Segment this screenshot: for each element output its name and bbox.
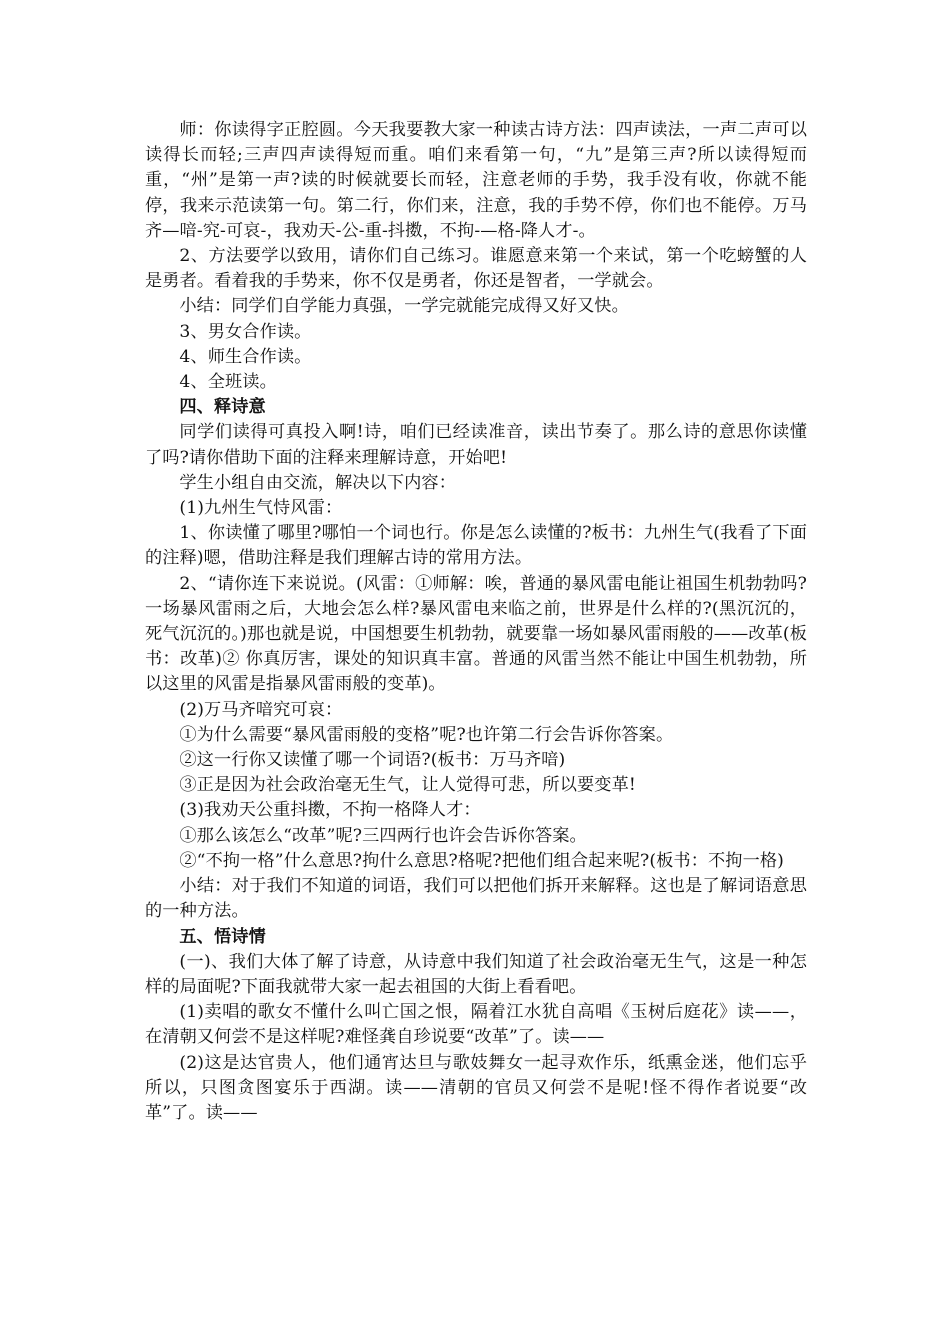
paragraph: ①为什么需要“暴风雷雨般的变格”呢?也许第二行会告诉你答案。 <box>179 724 674 745</box>
section-heading: 四、释诗意 <box>179 397 266 418</box>
paragraph: (2)万马齐喑究可哀： <box>179 699 343 720</box>
paragraph: ③正是因为社会政治毫无生气，让人觉得可悲，所以要变革! <box>179 775 636 796</box>
paragraph: 2、“请你连下来说说。(风雷：①师解：唉，普通的暴风雷电能让祖国生机勃勃吗?一场暴风雷雨之后，大地会怎么样?暴风雷电来临之前，世界是什么样的?(黑沉沉的，死气沉沉的。)那也就是说，中国想要生机勃勃，就要靠一场如暴风雷雨般的——改革(板书：改革)② 你真厉害，课处的知识真丰富。普通的风雷当然不能让中国生机勃勃，所以这里的风雷是指暴风雷雨般的变革)。 <box>145 573 807 695</box>
paragraph: (1)九州生气恃风雷： <box>179 498 343 519</box>
paragraph: 1、你读懂了哪里?哪怕一个词也行。你是怎么读懂的?板书：九州生气(我看了下面的注释)嗯，借助注释是我们理解古诗的常用方法。 <box>145 523 807 569</box>
paragraph: 2、方法要学以致用，请你们自己练习。谁愿意来第一个来试，第一个吃螃蟹的人是勇者。看着我的手势来，你不仅是勇者，你还是智者，一学就会。 <box>145 246 807 292</box>
paragraph: (一)、我们大体了解了诗意，从诗意中我们知道了社会政治毫无生气，这是一种怎样的局面呢?下面我就带大家一起去祖国的大街上看看吧。 <box>145 951 807 997</box>
paragraph: (3)我劝天公重抖擞，不拘一格降人才： <box>179 800 481 821</box>
paragraph: 小结：同学们自学能力真强，一学完就能完成得又好又快。 <box>179 296 629 317</box>
paragraph: 4、全班读。 <box>179 372 277 393</box>
paragraph: ②这一行你又读懂了哪一个词语?(板书：万马齐喑) <box>179 750 566 771</box>
paragraph: ①那么该怎么“改革”呢?三四两行也许会告诉你答案。 <box>179 825 587 846</box>
document-body <box>145 118 807 1126</box>
paragraph: 小结：对于我们不知道的词语，我们可以把他们拆开来解释。这也是了解词语意思的一种方法。 <box>145 876 807 922</box>
paragraph: 4、师生合作读。 <box>179 346 312 367</box>
paragraph: ②“不拘一格”什么意思?拘什么意思?格呢?把他们组合起来呢?(板书：不拘一格) <box>179 850 784 871</box>
section-heading: 五、悟诗情 <box>179 926 266 947</box>
paragraph: 学生小组自由交流，解决以下内容： <box>179 472 456 493</box>
paragraph: (2)这是达官贵人，他们通宵达旦与歌妓舞女一起寻欢作乐，纸熏金迷，他们忘乎所以，只图贪图宴乐于西湖。读——清朝的官员又何尝不是呢!怪不得作者说要“改革”了。读—— <box>145 1052 807 1123</box>
paragraph: 3、男女合作读。 <box>179 321 312 342</box>
paragraph: (1)卖唱的歌女不懂什么叫亡国之恨，隔着江水犹自高唱《玉树后庭花》读——，在清朝又何尝不是这样呢?难怪龚自珍说要“改革”了。读—— <box>145 1002 807 1048</box>
paragraph: 同学们读得可真投入啊!诗，咱们已经读准音，读出节奏了。那么诗的意思你读懂了吗?请你借助下面的注释来理解诗意，开始吧! <box>145 422 807 468</box>
paragraph: 师：你读得字正腔圆。今天我要教大家一种读古诗方法：四声读法，一声二声可以读得长而轻;三声四声读得短而重。咱们来看第一句，“九”是第三声?所以读得短而重，“州”是第一声?读的时候就要长而轻，注意老师的手势，我手没有收，你就不能停，我来示范读第一句。第二行，你们来，注意，我的手势不停，你们也不能停。万马齐—喑-究-可哀-，我劝天-公-重-抖擞，不拘-—格-降人才-。 <box>145 120 807 241</box>
